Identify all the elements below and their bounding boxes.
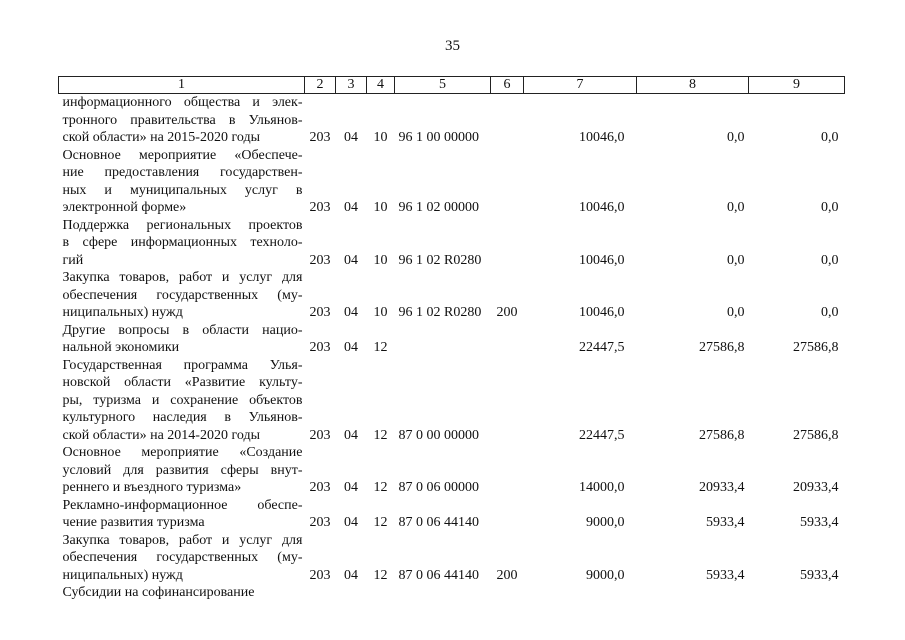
cell-description [59,94,305,147]
cell-amount-col8 [637,584,749,602]
cell-amount-col9: 0,0 [821,130,839,145]
description-line: Закупка товаров, работ и услуг для [62,270,303,285]
cell-target-article: 87 0 06 00000 [398,480,479,495]
description-line: Поддержка региональных проектов [62,217,303,233]
table-row [59,497,845,532]
column-number-row [59,77,845,94]
cell-description [59,584,305,602]
cell-section-code: 04 [344,567,358,583]
cell-amount-col7: 10046,0 [579,130,625,145]
cell-amount-col9: 27586,8 [793,340,839,355]
cell-expense-type [491,147,524,217]
description-line: культурного наследия в Ульянов- [62,410,303,425]
description-line: информационного общества и элек- [62,95,303,110]
cell-target-article: 87 0 06 44140 [398,515,479,530]
cell-section-code: 04 [344,200,358,215]
cell-description [59,532,305,585]
cell-expense-type [491,217,524,270]
cell-subsection-code: 12 [373,480,388,495]
cell-amount-col8: 27586,8 [699,427,745,443]
cell-administrator-code: 203 [309,515,331,530]
page-number: 35 [445,38,460,54]
table-row [59,584,845,602]
cell-amount-col8: 0,0 [727,130,745,145]
cell-administrator-code: 203 [309,340,331,355]
cell-description [59,217,305,270]
budget-table [58,76,845,602]
description-line: в сфере информационных техноло- [62,235,303,250]
cell-expense-type [491,322,524,357]
table-row [59,217,845,270]
cell-expense-type [491,94,524,147]
cell-amount-col8: 27586,8 [699,340,745,355]
cell-expense-type [491,584,524,602]
description-line: ры, туризма и сохранение объектов [62,392,303,408]
cell-amount-col9: 5933,4 [800,515,839,530]
description-line: новской области «Развитие культу- [62,375,303,390]
cell-section-code: 04 [344,130,358,145]
cell-target-article: 96 1 02 R0280 [398,305,482,320]
cell-amount-col7: 10046,0 [579,305,625,320]
column-number: 4 [367,77,395,94]
cell-amount-col8: 20933,4 [699,480,745,495]
cell-amount-col9: 5933,4 [800,567,839,583]
cell-target-article: 96 1 02 R0280 [398,252,482,268]
cell-amount-col9: 0,0 [821,252,839,268]
description-line: Субсидии на софинансирование [62,585,255,600]
description-line: Рекламно-информационное обеспе- [62,497,303,513]
description-line: обеспечения государственных (му- [62,550,303,565]
cell-subsection-code: 10 [373,252,388,268]
cell-description [59,444,305,497]
cell-amount-col9: 0,0 [821,305,839,320]
cell-target-article: 96 1 02 00000 [398,200,479,215]
cell-subsection-code: 10 [373,130,388,145]
cell-expense-type: 200 [496,567,518,583]
cell-administrator-code: 203 [309,480,331,495]
description-line: гий [62,252,84,268]
cell-amount-col7: 22447,5 [579,427,625,443]
cell-description [59,497,305,532]
cell-amount-col9: 27586,8 [793,427,839,443]
cell-section-code [336,584,367,602]
cell-description [59,269,305,322]
cell-amount-col7: 9000,0 [586,567,625,583]
cell-section-code: 04 [344,252,358,268]
description-line: электронной форме» [62,200,187,215]
table-row [59,532,845,585]
table-row [59,357,845,445]
cell-amount-col7: 14000,0 [579,480,625,495]
cell-administrator-code: 203 [309,567,331,583]
cell-target-article: 96 1 00 00000 [398,130,479,145]
column-number: 8 [637,77,749,94]
cell-description [59,357,305,445]
description-line: обеспечения государственных (му- [62,287,303,303]
table-row [59,269,845,322]
cell-administrator-code: 203 [309,305,331,320]
cell-subsection-code: 12 [373,340,388,355]
description-line: реннего и въездного туризма» [62,480,242,495]
cell-target-article: 87 0 06 44140 [398,567,479,583]
description-line: ниципальных) нужд [62,567,183,583]
cell-subsection-code: 12 [373,515,388,530]
table-row [59,147,845,217]
cell-amount-col8: 0,0 [727,252,745,268]
description-line: чение развития туризма [62,515,205,530]
column-number: 9 [749,77,845,94]
cell-amount-col7: 10046,0 [579,200,625,215]
description-line: Основное мероприятие «Создание [62,445,303,460]
column-number: 7 [524,77,637,94]
column-number: 3 [336,77,367,94]
cell-amount-col8: 5933,4 [706,567,745,583]
description-line: нальной экономики [62,340,180,355]
column-number: 2 [305,77,336,94]
cell-amount-col8: 5933,4 [706,515,745,530]
cell-amount-col8: 0,0 [727,305,745,320]
column-number: 6 [491,77,524,94]
cell-section-code: 04 [344,480,358,495]
cell-target-article: 87 0 00 00000 [398,427,479,443]
column-number: 5 [395,77,491,94]
description-line: ской области» на 2014-2020 годы [62,427,260,443]
cell-expense-type [491,497,524,532]
cell-amount-col7 [524,584,637,602]
cell-administrator-code: 203 [309,200,331,215]
description-line: условий для развития сферы внут- [62,462,303,478]
description-line: ниципальных) нужд [62,305,183,320]
cell-target-article [395,584,491,602]
table-row [59,94,845,147]
cell-amount-col9: 0,0 [821,200,839,215]
cell-administrator-code: 203 [309,427,331,443]
cell-section-code: 04 [344,427,358,443]
cell-administrator-code: 203 [309,252,331,268]
cell-expense-type: 200 [496,305,518,320]
cell-section-code: 04 [344,515,358,530]
cell-expense-type [491,444,524,497]
column-number: 1 [59,77,305,94]
cell-administrator-code [305,584,336,602]
cell-section-code: 04 [344,340,358,355]
table-row [59,322,845,357]
table-row [59,444,845,497]
cell-subsection-code: 12 [373,567,388,583]
cell-subsection-code [367,584,395,602]
description-line: Государственная программа Улья- [62,357,303,373]
cell-description [59,322,305,357]
description-line: ние предоставления государствен- [62,165,303,180]
cell-section-code: 04 [344,305,358,320]
cell-subsection-code: 10 [373,200,388,215]
description-line: Закупка товаров, работ и услуг для [62,532,303,548]
cell-subsection-code: 10 [373,305,388,320]
cell-administrator-code: 203 [309,130,331,145]
description-line: Основное мероприятие «Обеспече- [62,147,303,163]
cell-description [59,147,305,217]
cell-target-article [395,322,491,357]
cell-amount-col7: 9000,0 [586,515,625,530]
description-line: ской области» на 2015-2020 годы [62,130,260,145]
description-line: тронного правительства в Ульянов- [62,112,303,128]
cell-amount-col7: 10046,0 [579,252,625,268]
cell-subsection-code: 12 [373,427,388,443]
cell-amount-col7: 22447,5 [579,340,625,355]
description-line: Другие вопросы в области нацио- [62,322,303,338]
cell-expense-type [491,357,524,445]
cell-amount-col9: 20933,4 [793,480,839,495]
cell-amount-col9 [749,584,845,602]
cell-amount-col8: 0,0 [727,200,745,215]
description-line: ных и муниципальных услуг в [62,182,303,198]
